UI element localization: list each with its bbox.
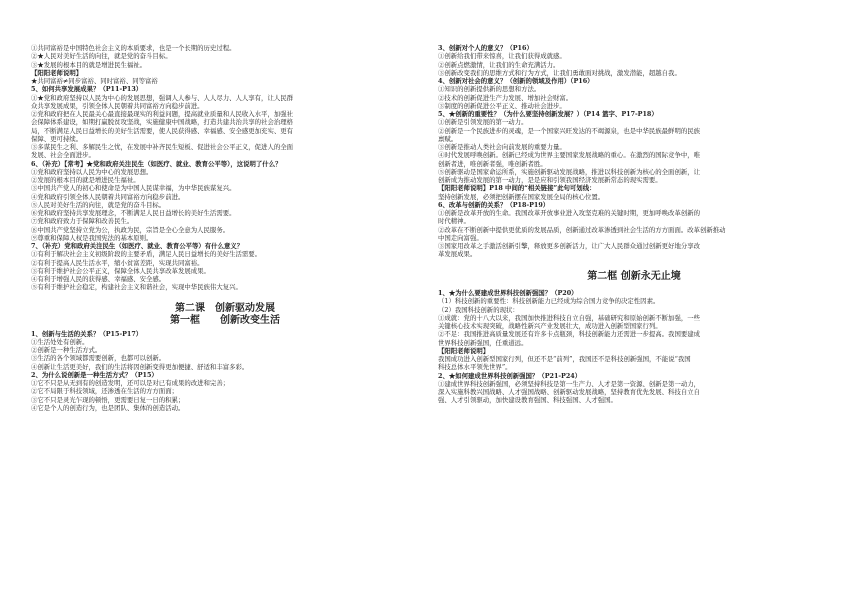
text-line: 局，不断满足人民日益增长的美好生活需要，使人民获得感、幸福感、安全感更加充实、更有 [31,126,294,135]
text-line: ①共同富裕是中国特色社会主义的本质要求，也是一个长期的历史过程。 [31,44,236,52]
text-line: ⑧中国共产党坚持立党为公，执政为民，宗旨是全心全意为人民服务。 [31,225,230,234]
text-line: ①有利于解决社会主义初级阶段的主要矛盾，满足人民日益增长的美好生活需要。 [31,250,262,259]
chapter-title: 第二课 创新驱动发展 [175,302,275,314]
question-5-block [438,110,830,201]
question-heading: 5、如何共享发展成果？（P11-P13） [31,85,143,94]
teacher-note-label: 【阳阳老师说明】 [31,68,83,77]
text-line: ②创新是一个民族进步的灵魂，是一个国家兴旺发达的不竭源泉，也是中华民族最鲜明的民族 [438,126,701,135]
question-heading: 2、★如何建成世界科技创新强国？（P21-P24） [438,371,582,380]
text-line: ⑨尊重和保障人权是我国宪法的基本原则。 [31,233,153,242]
question-1-block [31,330,419,371]
text-line: 会保障体系建设，如期打赢脱贫攻坚战，实施健康中国战略，打造共建共治共享的社会治理格 [31,118,294,127]
text-line: ②技术的创新促进生产力发展、增加社会财富。 [438,93,573,102]
text-line: ③生活的各个领域都需要创新，也都可以创新。 [31,354,166,363]
text-line: ③多谋民生之利、多解民生之忧，在发展中补齐民生短板、促进社会公平正义，促进人的全面 [31,143,294,151]
question-3-block [438,44,830,77]
question-6-block [438,201,830,259]
text-line: ②改革在不断创新中提供更优质的发展品质，创新通过改革渗透到社会生活的方方面面。改革创新推动 [438,225,726,234]
text-line: ③★发展的根本目的就是增进民生福祉。 [31,60,147,69]
text-line: 坚持创新发展，必须把创新摆在国家发展全局的核心位置。 [438,192,605,201]
text-line: 关键核心技术实现突破，战略性新兴产业发展壮大，成功进入创新型国家行列。 [438,322,662,330]
text-line: ③创新改变我们的思维方式和行为方式，让我们勇敢面对挑战，激发潜能，超越自我。 [438,68,681,77]
text-line: ①知识的创新提供新的思想和方法。 [438,85,541,94]
text-line: 众共享发展成果，引领全体人民朝着共同富裕方向稳步前进。 [31,101,204,110]
text-line: ②有利于提高人民生活水平，缩小贫富差距，实现共同富裕。 [31,258,204,267]
text-line: ⑥党和政府坚持共享发展理念，不断满足人民日益增长的美好生活需要。 [31,209,236,217]
text-line: ②不足：我国推进高质量发展还有许多卡点瓶颈，科技创新能力还需进一步提高。我国要建成 [438,330,701,339]
text-line: 创新成为推动发展的第一动力，是是应和引领我国经济发展新常态的现实需要。 [438,176,662,184]
question-7-block [31,242,419,292]
section-2-question-2-block [438,372,830,405]
text-line: ③中国共产党人的初心和使命是为中国人民谋幸福，为中华民族谋复兴。 [31,184,236,193]
text-line: ⑤人民对美好生活的向往，就是党的奋斗目标。 [31,200,166,209]
text-line: ③制度的创新促进公平正义、推动社会进步。 [438,101,566,110]
text-line: ②发展的根本目的就是增进民生福祉。 [31,176,140,184]
left-column [31,44,419,412]
intro-block [31,44,419,85]
text-line: ①党和政府坚持以人民为中心的发展思想。 [31,167,153,176]
text-line: 世界科技创新强国，任重道远。 [438,338,528,347]
question-2-block [31,371,419,412]
text-line: （2）我国科技创新的现状： [438,305,519,314]
text-line: ①建成世界科技创新强国，必须坚持科技是第一生产力、人才是第一资源、创新是第一动力， [438,379,701,388]
text-line: ⑤创新驱动是国家命运所系，实施创新驱动发展战略，推进以科技创新为核心的全面创新，让 [438,167,701,176]
text-line: ①创新是改革开放的生命。我国改革开放事业进入攻坚克难的关键时期，更加呼唤改革创新的 [438,209,701,217]
right-column [438,44,830,405]
text-line: 禀赋。 [438,134,458,143]
text-line: ③国家用改革之手激活创新引擎，释放更多创新活力，让广大人民群众通过创新更好地分享改 [438,242,701,250]
text-line: ②创新点燃激情，让我们的生命充满活力。 [438,60,560,69]
text-line: 我国成功进入创新型国家行列，但还不是“前列”，我国还不是科技创新强国，不能说“我国 [438,355,691,363]
text-line: ④创新让生活更美好，我们的生活将因创新变得更加便捷、舒适和丰富多彩。 [31,362,249,371]
question-heading: 3、创新对个人的意义？（P16） [438,44,533,52]
text-line: 科技总体水平领先世界”。 [438,363,512,372]
section-2-question-1-block [438,289,830,372]
text-line: 强、人才引领驱动，加快建设教育强国、科技强国、人才强国。 [438,396,617,405]
question-heading: 6、改革与创新的关系？（P18-P19） [438,200,550,209]
text-line: ③有利于维护社会公平正义，保障全体人民共享改革发展成果。 [31,266,210,275]
question-heading: 5、★创新的重要性？（为什么要坚持创新发展？）（P14 篮字、P17-P18） [438,110,658,118]
text-line: 发展、社会全面进步。 [31,151,95,160]
text-line: ④时代发展呼唤创新。创新已经成为世界主要国家发展战略的重心。在激烈的国际竞争中，唯 [438,151,701,160]
text-line: ①创新给我们带来惊喜，让我们获得成就感。 [438,52,566,61]
question-heading: 4、创新对社会的意义？（创新的领域及作用）（P16） [438,77,594,85]
text-line: ⑤有利于维护社会稳定，构建社会主义和谐社会，实现中华民族伟大复兴。 [31,283,242,292]
question-heading: 2、为什么说创新是一种生活方式？（P15） [31,370,158,379]
text-line: ★共同富裕≠同步富裕、同时富裕、同等富裕 [31,77,158,85]
text-line: ⑦党和政府致力于保障和改善民生。 [31,217,134,226]
text-line: 中国走向富强。 [438,233,483,242]
section-title: 第一框 创新改变生活 [170,315,280,326]
text-line: （1）科技创新的重要性：科技创新能力已经成为综合国力竞争的决定性因素。 [438,297,660,306]
question-heading: 7、（补充）党和政府关注民生（如医疗、就业、教育公平等）有什么意义？ [31,242,244,250]
text-line: ④它是个人的创造行为，也是团队、集体的创造活动。 [31,403,185,412]
text-line: ①★党和政府坚持以人民为中心的发展思想，强调人人参与、人人尽力、人人享有，让人民群 [31,93,294,102]
question-heading: 1、创新与生活的关系？（P15-P17） [31,329,143,338]
text-line: ③创新是推动人类社会向前发展的重要力量。 [438,143,566,151]
text-line: 时代精神。 [438,217,470,226]
question-heading: 6、（补充）【常考】★党和政府关注民生（如医疗、就业、教育公平等），这说明了什么？ [31,159,282,168]
text-line: ②党和政府把在人民最关心最直接最现实的利益问题，提高就业质量和人民收入水平，加强社 [31,110,294,118]
text-line: ④有利于增强人民的获得感、幸福感、安全感。 [31,275,166,283]
question-6-block [31,160,419,243]
text-line: ①创新是引领发展的第一动力。 [438,118,528,127]
text-line: 保障、更可持续。 [31,134,83,143]
text-line: ④党和政府引领全体人民朝着共同富裕方向稳步前进。 [31,192,185,201]
question-4-block [438,77,830,110]
text-line: 深入实施科教兴国战略、人才强国战略、创新驱动发展战略，坚持教育优先发展、科技自立自 [438,388,701,396]
chapter-title: 第二框 创新永无止境 [587,270,681,282]
text-line: ②★人民对美好生活的向往，就是党的奋斗目标。 [31,52,172,61]
text-line: ②它不局限于科技领域，还渗透在生活的方方面面； [31,387,178,396]
question-heading: 1、★为什么要建成世界科技创新强国？（P20） [438,289,578,297]
text-line: ③它不只是灵光乍现的顿悟，更需要日复一日的积累； [31,395,185,404]
text-line: ①生活处处有创新。 [31,337,89,346]
text-line: 革发展成果。 [438,250,477,259]
teacher-note-label: 【阳阳老师说明】P18 中间的“相关链接”此句可划线： [438,184,596,193]
teacher-note-label: 【阳阳老师说明】 [438,346,490,355]
text-line: ②创新是一种生活方式。 [31,346,102,354]
text-line: 创新者进，唯创新者强，唯创新者胜。 [438,159,547,168]
text-line: ①它不只是从无到有的创造发明，还可以是对已有成果的改进和完善； [31,379,230,387]
text-line: ①成就：党的十八大以来，我国加快推进科技自立自强，基础研究和原始创新不断加强，一些 [438,313,701,322]
question-5-block [31,85,419,159]
